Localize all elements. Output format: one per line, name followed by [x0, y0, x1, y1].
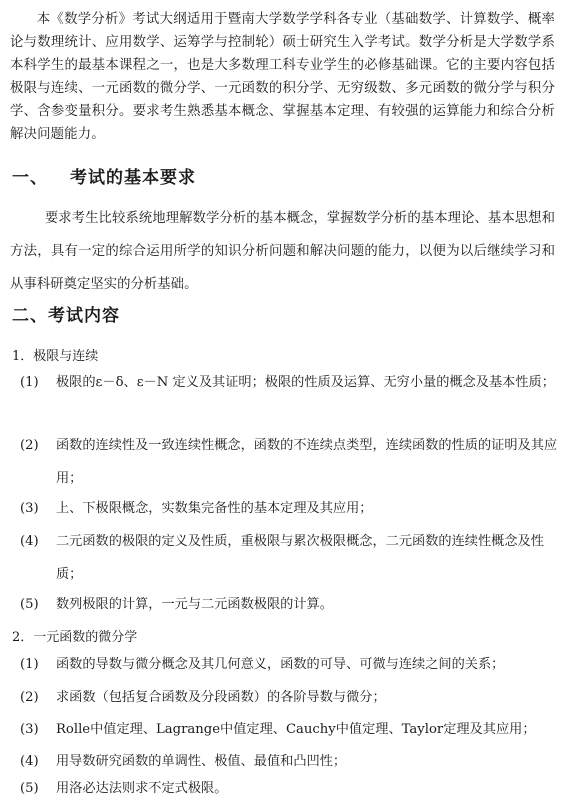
item-text: 函数的导数与微分概念及其几何意义，函数的可导、可微与连续之间的关系；: [56, 657, 505, 672]
subsection-limits-continuity: 1．极限与连续: [12, 349, 99, 364]
list-item: [20, 713, 560, 746]
item-text: 用洛必达法则求不定式极限。: [56, 781, 228, 796]
item-number: (3): [20, 501, 39, 516]
section-1-body: 要求考生比较系统地理解数学分析的基本概念，掌握数学分析的基本理论、基本思想和方法，具有一定的综合运用所学的知识分析问题和解决问题的能力，以便为以后继续学习和从事科研奠定坚实的分析基础。: [10, 211, 555, 292]
item-text: 函数的连续性及一致连续性概念，函数的不连续点类型，连续函数的性质的证明及其应用；: [56, 438, 558, 486]
item-number: (2): [20, 690, 39, 705]
section-1-number: 一、: [12, 168, 48, 188]
item-text: 用导数研究函数的单调性、极值、最值和凸凹性；: [56, 754, 347, 769]
item-text: 求函数（包括复合函数及分段函数）的各阶导数与微分；: [56, 690, 386, 705]
item-text: 上、下极限概念，实数集完备性的基本定理及其应用；: [56, 501, 373, 516]
item-number: (4): [20, 534, 39, 549]
item-number: (2): [20, 438, 39, 453]
item-text: Rolle中值定理、Lagrange中值定理、Cauchy中值定理、Taylor定理及其应用；: [56, 722, 536, 737]
intro-paragraph: 本《数学分析》考试大纲适用于暨南大学数学学科各专业（基础数学、计算数学、概率论与数理统计、应用数学、运筹学与控制轮）硕士研究生入学考试。数学分析是大学数学系本科学生的最基本课程之一，也是大多数理工科专业学生的必修基础课。它的主要内容包括极限与连续、一元函数的微分学、一元函数的积分学、无穷级数、多元函数的微分学与积分学、含参变量积分。要求考生熟悉基本概念、掌握基本定理、有较强的运算能力和综合分析解决问题能力。: [10, 12, 555, 142]
list-item: [20, 525, 560, 591]
list-item: [20, 429, 560, 495]
list-item: [20, 492, 560, 525]
item-text: 二元函数的极限的定义及性质，重极限与累次极限概念，二元函数的连续性概念及性质；: [56, 534, 544, 582]
list-item: [20, 366, 560, 399]
item-number: (1): [20, 375, 39, 390]
list-item: [20, 588, 560, 621]
list-item: [20, 648, 560, 681]
subsection-differential-calculus: 2．一元函数的微分学: [12, 630, 138, 645]
item-number: (3): [20, 722, 39, 737]
item-text: 数列极限的计算，一元与二元函数极限的计算。: [56, 597, 333, 612]
section-2-heading: 二、考试内容: [12, 306, 120, 326]
item-number: (1): [20, 657, 39, 672]
section-1-title: 考试的基本要求: [70, 168, 196, 188]
item-number: (5): [20, 781, 39, 796]
section-1-heading: [12, 163, 196, 188]
item-number: (4): [20, 754, 39, 769]
list-item: [20, 772, 560, 805]
list-item: [20, 681, 560, 714]
item-number: (5): [20, 597, 39, 612]
item-text: 极限的ε－δ、ε－N 定义及其证明；极限的性质及运算、无穷小量的概念及基本性质；: [56, 375, 555, 390]
